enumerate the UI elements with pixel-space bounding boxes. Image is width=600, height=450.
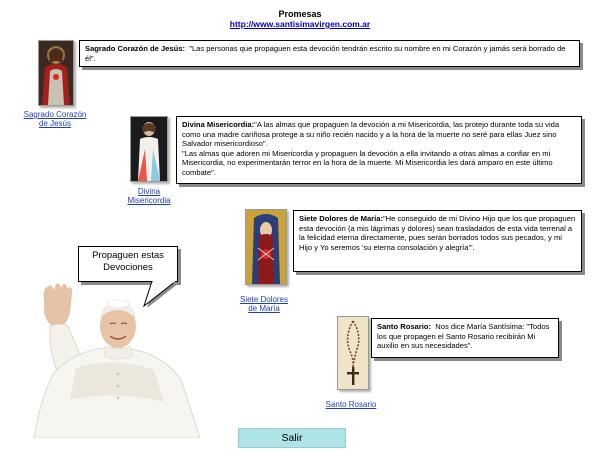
rosary-image[interactable]: [337, 316, 369, 390]
speech-bubble-line-2: Devociones: [103, 261, 153, 273]
promise-title: Sagrado Corazón de Jesús:: [85, 44, 186, 53]
promise-text: "A las almas que propaguen la devoción a mi Misericordia, las protejo durante toda su vida como una madre cariñosa protege a su niño recién nacido y a la hora de la muerte no seré para ellas Juez sino Salvador misericordioso".: [182, 120, 560, 149]
promise-text-2: "Las almas que adoren mi Misericordia y propaguen la devoción a ella invitando a otras almas a confiar en mi Misericordia, no experimentarán terror en la hora de la muerte. Mi Misericordia les dará amparo en este último combate".: [182, 148, 553, 177]
speech-bubble-line-1: Propaguen estas: [92, 250, 164, 261]
promise-sacred-heart: [79, 40, 580, 67]
promise-text: "He conseguido de mi Divino Hijo que los que propaguen esta devoción (a mis lágrimas y dolores) sean trasladados de esta vida terrenal a la felicidad eterna directamente, pues serán borrados todos sus pecados, y mi Hijo y Yo seremos 'su eterna consolación y alegría'".: [299, 214, 576, 252]
page-title: Promesas: [278, 9, 322, 19]
promise-divine-mercy: [176, 116, 582, 184]
promise-text: Nos dice María Santísima: "Todos los que propagen el Santo Rosario recibirán Mi auxilio en sus necesidades".: [377, 322, 550, 351]
promise-seven-sorrows: [293, 210, 582, 272]
exit-button[interactable]: Salir: [238, 428, 346, 448]
divine-mercy-caption[interactable]: Divina Misericordia: [127, 187, 171, 205]
promise-rosary: [371, 318, 559, 358]
site-url-link[interactable]: http://www.santisimavirgen.com.ar: [229, 19, 371, 29]
promise-text: "Las personas que propaguen esta devoción tendrán escrito su nombre en mi Corazón y jamás será borrado de él".: [85, 44, 566, 63]
promise-title: Santo Rosario:: [377, 322, 432, 331]
sacred-heart-caption[interactable]: Sagrado Corazón de Jesús: [23, 110, 87, 128]
speech-bubble: [78, 246, 178, 282]
divine-mercy-image[interactable]: [130, 116, 168, 182]
seven-sorrows-caption[interactable]: Siete Dolores de María: [239, 295, 289, 313]
pope-photo: [14, 282, 204, 438]
promise-title: Siete Dolores de María:: [299, 214, 383, 223]
sacred-heart-image[interactable]: [38, 40, 74, 106]
rosary-caption[interactable]: Santo Rosario: [325, 400, 377, 409]
promise-title: Divina Misericordia:: [182, 120, 255, 129]
seven-sorrows-image[interactable]: [245, 209, 287, 285]
